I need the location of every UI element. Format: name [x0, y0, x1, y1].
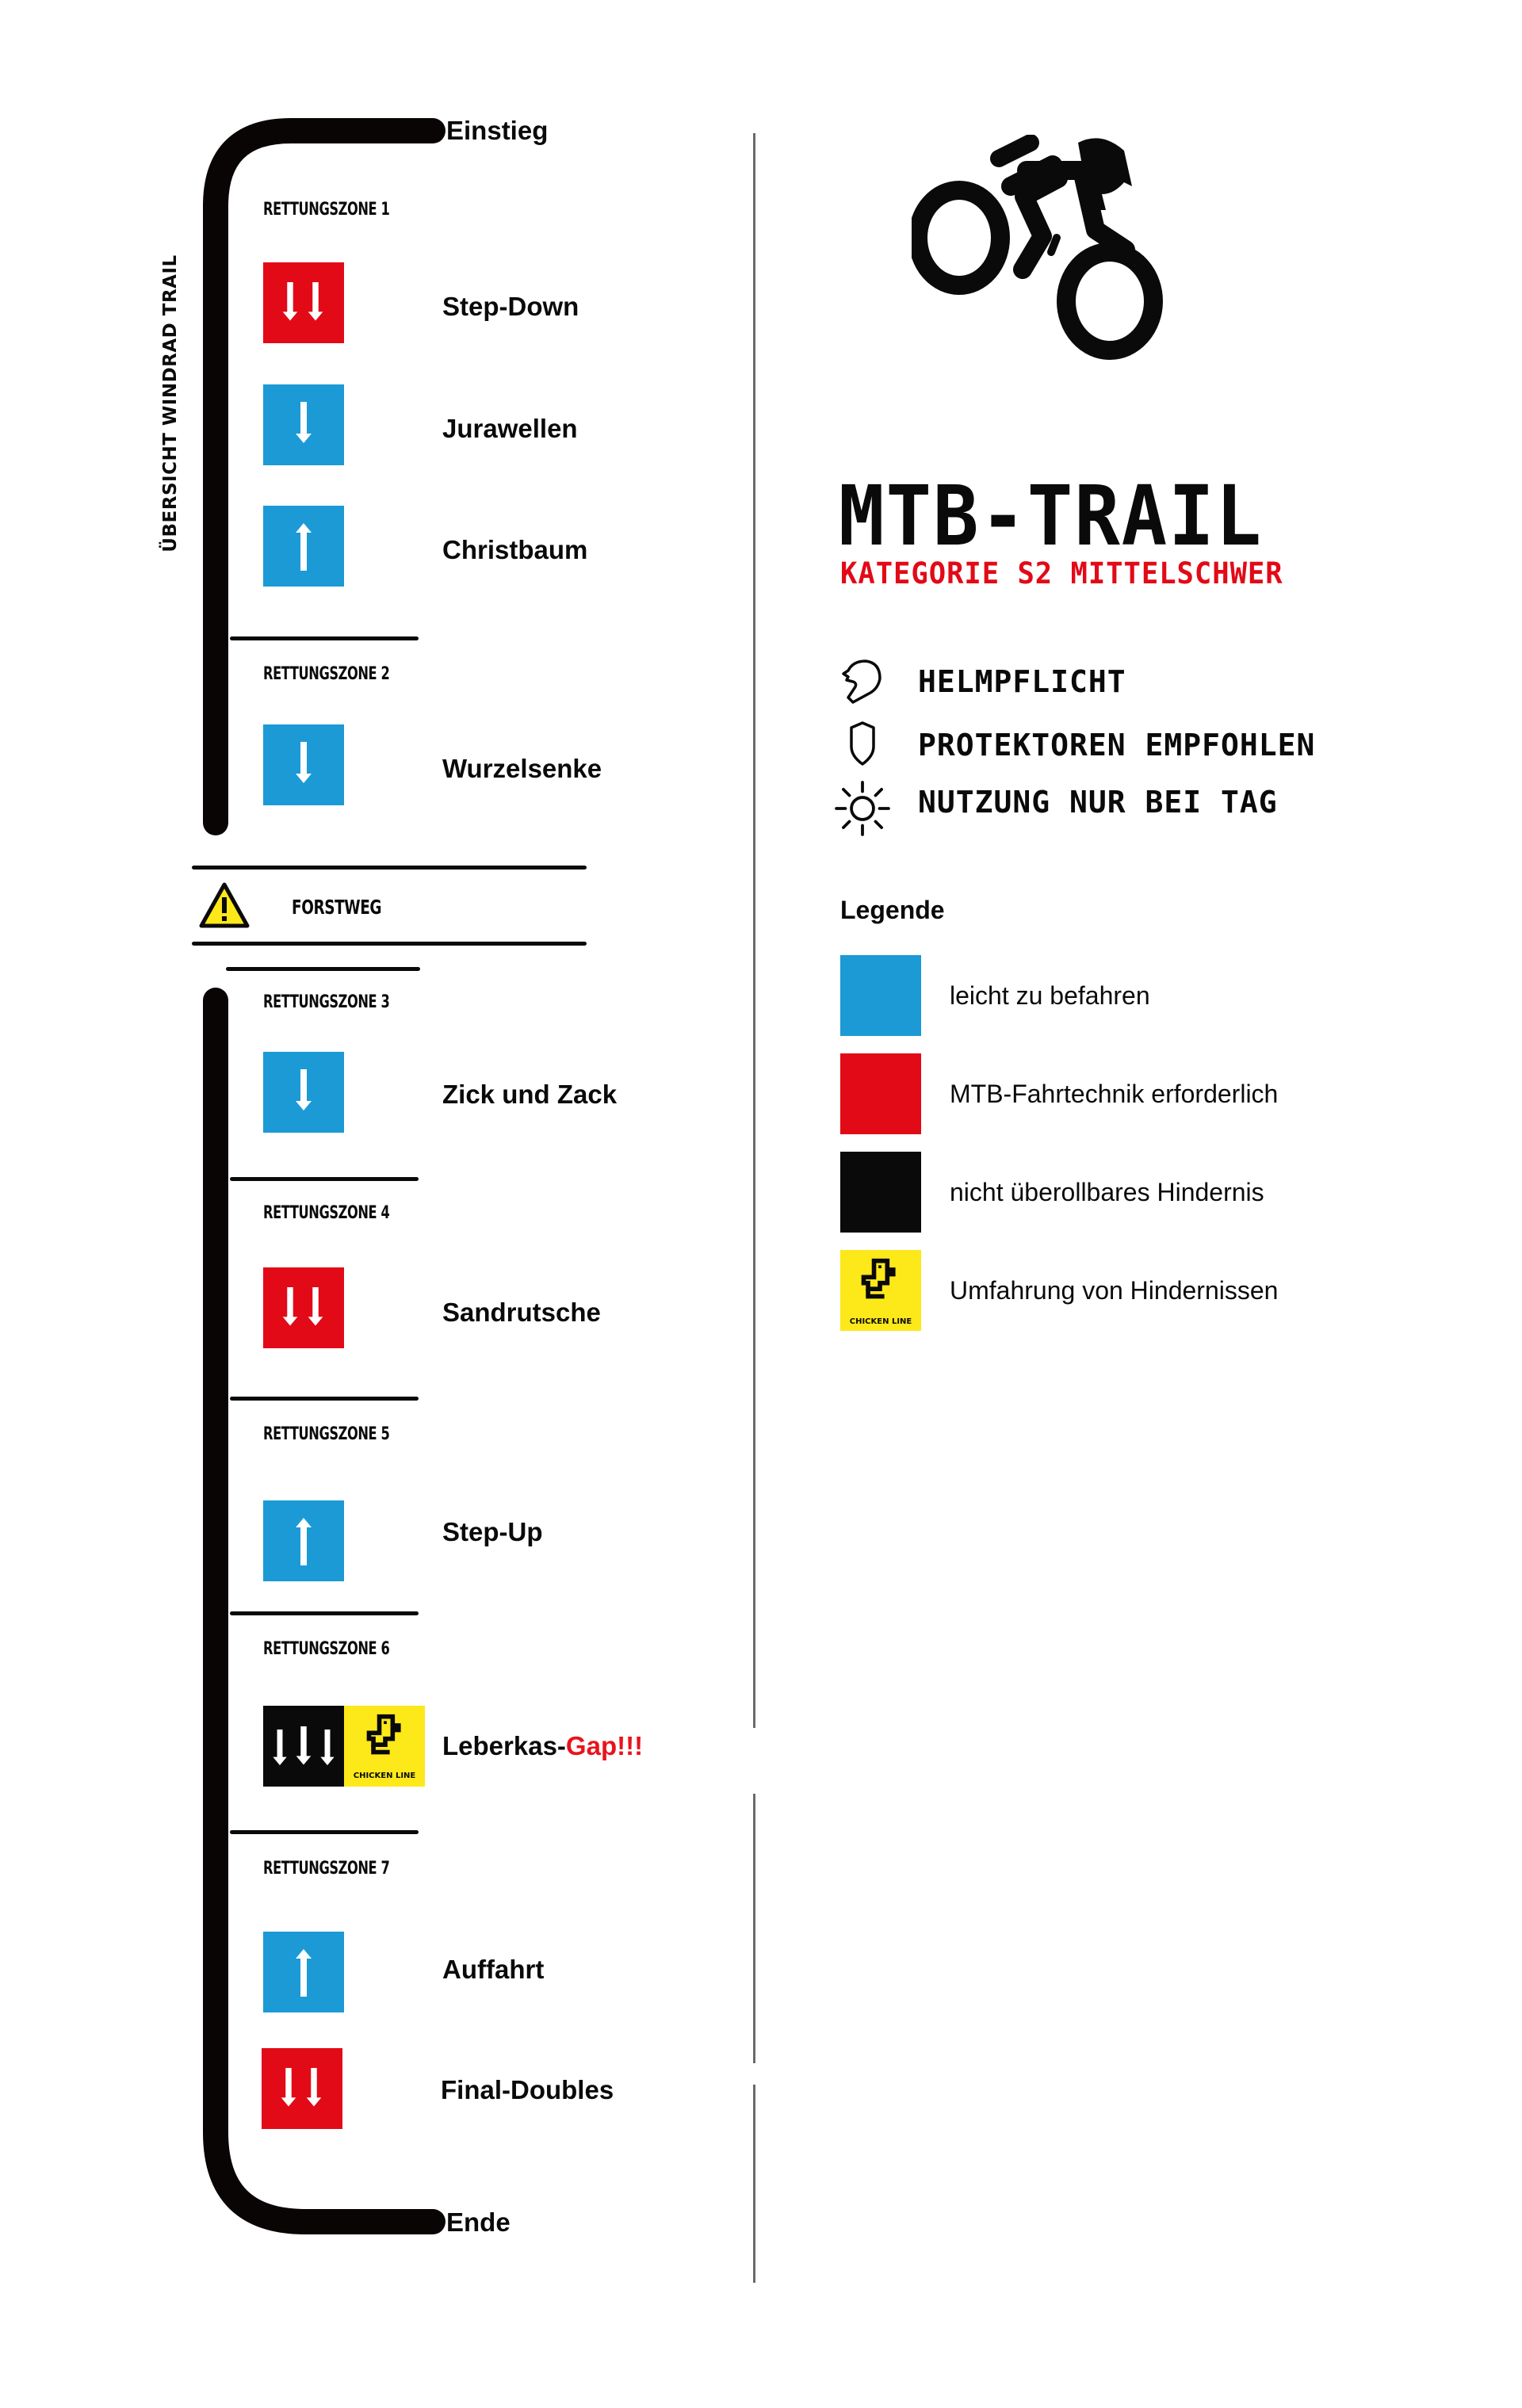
- feature-icon-final-doubles: [262, 2048, 342, 2129]
- legend-item-blue: [840, 955, 1150, 1036]
- feature-name-highlight: Gap!!!: [565, 1731, 644, 1760]
- legend-text: nicht überollbares Hindernis: [950, 1177, 1264, 1206]
- feature-icon-christbaum: [263, 506, 344, 587]
- legend-swatch-red: [840, 1053, 921, 1134]
- feature-icon-jurawellen: [263, 384, 344, 465]
- feature-step-down: Step-Down: [442, 292, 579, 321]
- zone-divider: [230, 1611, 419, 1615]
- zone-divider: [230, 1397, 419, 1401]
- feature-sandrutsche: Sandrutsche: [442, 1298, 601, 1327]
- zone-label-4: RETTUNGSZONE 4: [263, 1203, 390, 1223]
- arrow-down-icon: [263, 724, 344, 805]
- double-arrow-down-icon: [263, 1267, 344, 1348]
- trail-start-label: Einstieg: [446, 116, 549, 145]
- legend-text: leicht zu befahren: [950, 980, 1150, 1010]
- zone-label-2: RETTUNGSZONE 2: [263, 664, 390, 684]
- helmet-icon: [839, 656, 886, 704]
- crossing-line-short: [226, 967, 420, 971]
- feature-final-doubles: Final-Doubles: [441, 2075, 614, 2104]
- feature-name-prefix: Leberkas-: [442, 1731, 566, 1760]
- chicken-line-icon: [363, 1714, 407, 1758]
- crossing-line-bottom: [192, 942, 587, 946]
- rule-daylight: [839, 778, 1278, 839]
- feature-icon-step-down: [263, 262, 344, 343]
- feature-icon-leberkas-gap: [263, 1706, 425, 1787]
- feature-icon-zick-und-zack: [263, 1052, 344, 1133]
- rule-protectors: [839, 720, 1316, 767]
- feature-step-up: Step-Up: [442, 1517, 543, 1546]
- legend-item-red: [840, 1053, 1278, 1134]
- triple-arrow-down-icon: [263, 1706, 344, 1787]
- page-subtitle: KATEGORIE S2 MITTELSCHWER: [840, 556, 1283, 591]
- legend-swatch-blue: [840, 955, 921, 1036]
- legend-item-black: [840, 1152, 1264, 1233]
- legend-item-chicken-line: [840, 1250, 1278, 1331]
- trail-end-label: Ende: [446, 2207, 511, 2237]
- zone-label-3: RETTUNGSZONE 3: [263, 992, 390, 1012]
- zone-label-5: RETTUNGSZONE 5: [263, 1424, 390, 1444]
- feature-leberkas-gap: [442, 1731, 643, 1761]
- arrow-up-icon: [263, 506, 344, 587]
- arrow-up-icon: [263, 1500, 344, 1581]
- rule-helmet: [839, 656, 1126, 704]
- zone-label-6: RETTUNGSZONE 6: [263, 1639, 390, 1659]
- legend-swatch-black: [840, 1152, 921, 1233]
- crossing-line-top: [192, 866, 587, 870]
- feature-icon-step-up: [263, 1500, 344, 1581]
- page-title: MTB-TRAIL: [839, 468, 1264, 564]
- arrow-up-icon: [263, 1932, 344, 2012]
- feature-auffahrt: Auffahrt: [442, 1955, 545, 1984]
- obstacle-icon: [263, 1706, 344, 1787]
- warning-triangle-icon: [198, 881, 250, 931]
- column-divider: [753, 2085, 755, 2283]
- legend-text: MTB-Fahrtechnik erforderlich: [950, 1079, 1279, 1108]
- feature-wurzelsenke: Wurzelsenke: [442, 754, 602, 783]
- rule-text: NUTZUNG NUR BEI TAG: [918, 785, 1278, 820]
- rule-text: HELMPFLICHT: [918, 664, 1126, 699]
- zone-label-1: RETTUNGSZONE 1: [263, 200, 390, 220]
- chicken-line-label: CHICKEN LINE: [353, 1772, 416, 1780]
- double-arrow-down-icon: [262, 2048, 342, 2129]
- zone-divider: [230, 1830, 419, 1834]
- shield-icon: [839, 720, 886, 767]
- rule-text: PROTEKTOREN EMPFOHLEN: [918, 728, 1316, 763]
- chicken-line-icon: [858, 1258, 902, 1302]
- double-arrow-down-icon: [263, 262, 344, 343]
- chicken-line-badge: [344, 1706, 425, 1787]
- mountain-biker-icon: [912, 135, 1173, 373]
- feature-icon-auffahrt: [263, 1932, 344, 2012]
- zone-divider: [230, 1177, 419, 1181]
- legend-text: Umfahrung von Hindernissen: [950, 1275, 1279, 1305]
- feature-zick-und-zack: Zick und Zack: [442, 1080, 618, 1109]
- arrow-down-icon: [263, 384, 344, 465]
- feature-christbaum: Christbaum: [442, 535, 588, 564]
- sun-icon: [832, 778, 893, 839]
- column-divider: [753, 133, 755, 1728]
- chicken-line-label: CHICKEN LINE: [849, 1317, 912, 1326]
- crossing-label: FORSTWEG: [292, 896, 382, 919]
- zone-divider: [230, 636, 419, 640]
- side-title: ÜBERSICHT WINDRAD TRAIL: [160, 254, 181, 552]
- feature-jurawellen: Jurawellen: [442, 414, 578, 443]
- legend-swatch-yellow: [840, 1250, 921, 1331]
- feature-icon-sandrutsche: [263, 1267, 344, 1348]
- column-divider: [753, 1794, 755, 2063]
- legend-title: Legende: [840, 896, 945, 924]
- arrow-down-icon: [263, 1052, 344, 1133]
- zone-label-7: RETTUNGSZONE 7: [263, 1859, 390, 1879]
- feature-icon-wurzelsenke: [263, 724, 344, 805]
